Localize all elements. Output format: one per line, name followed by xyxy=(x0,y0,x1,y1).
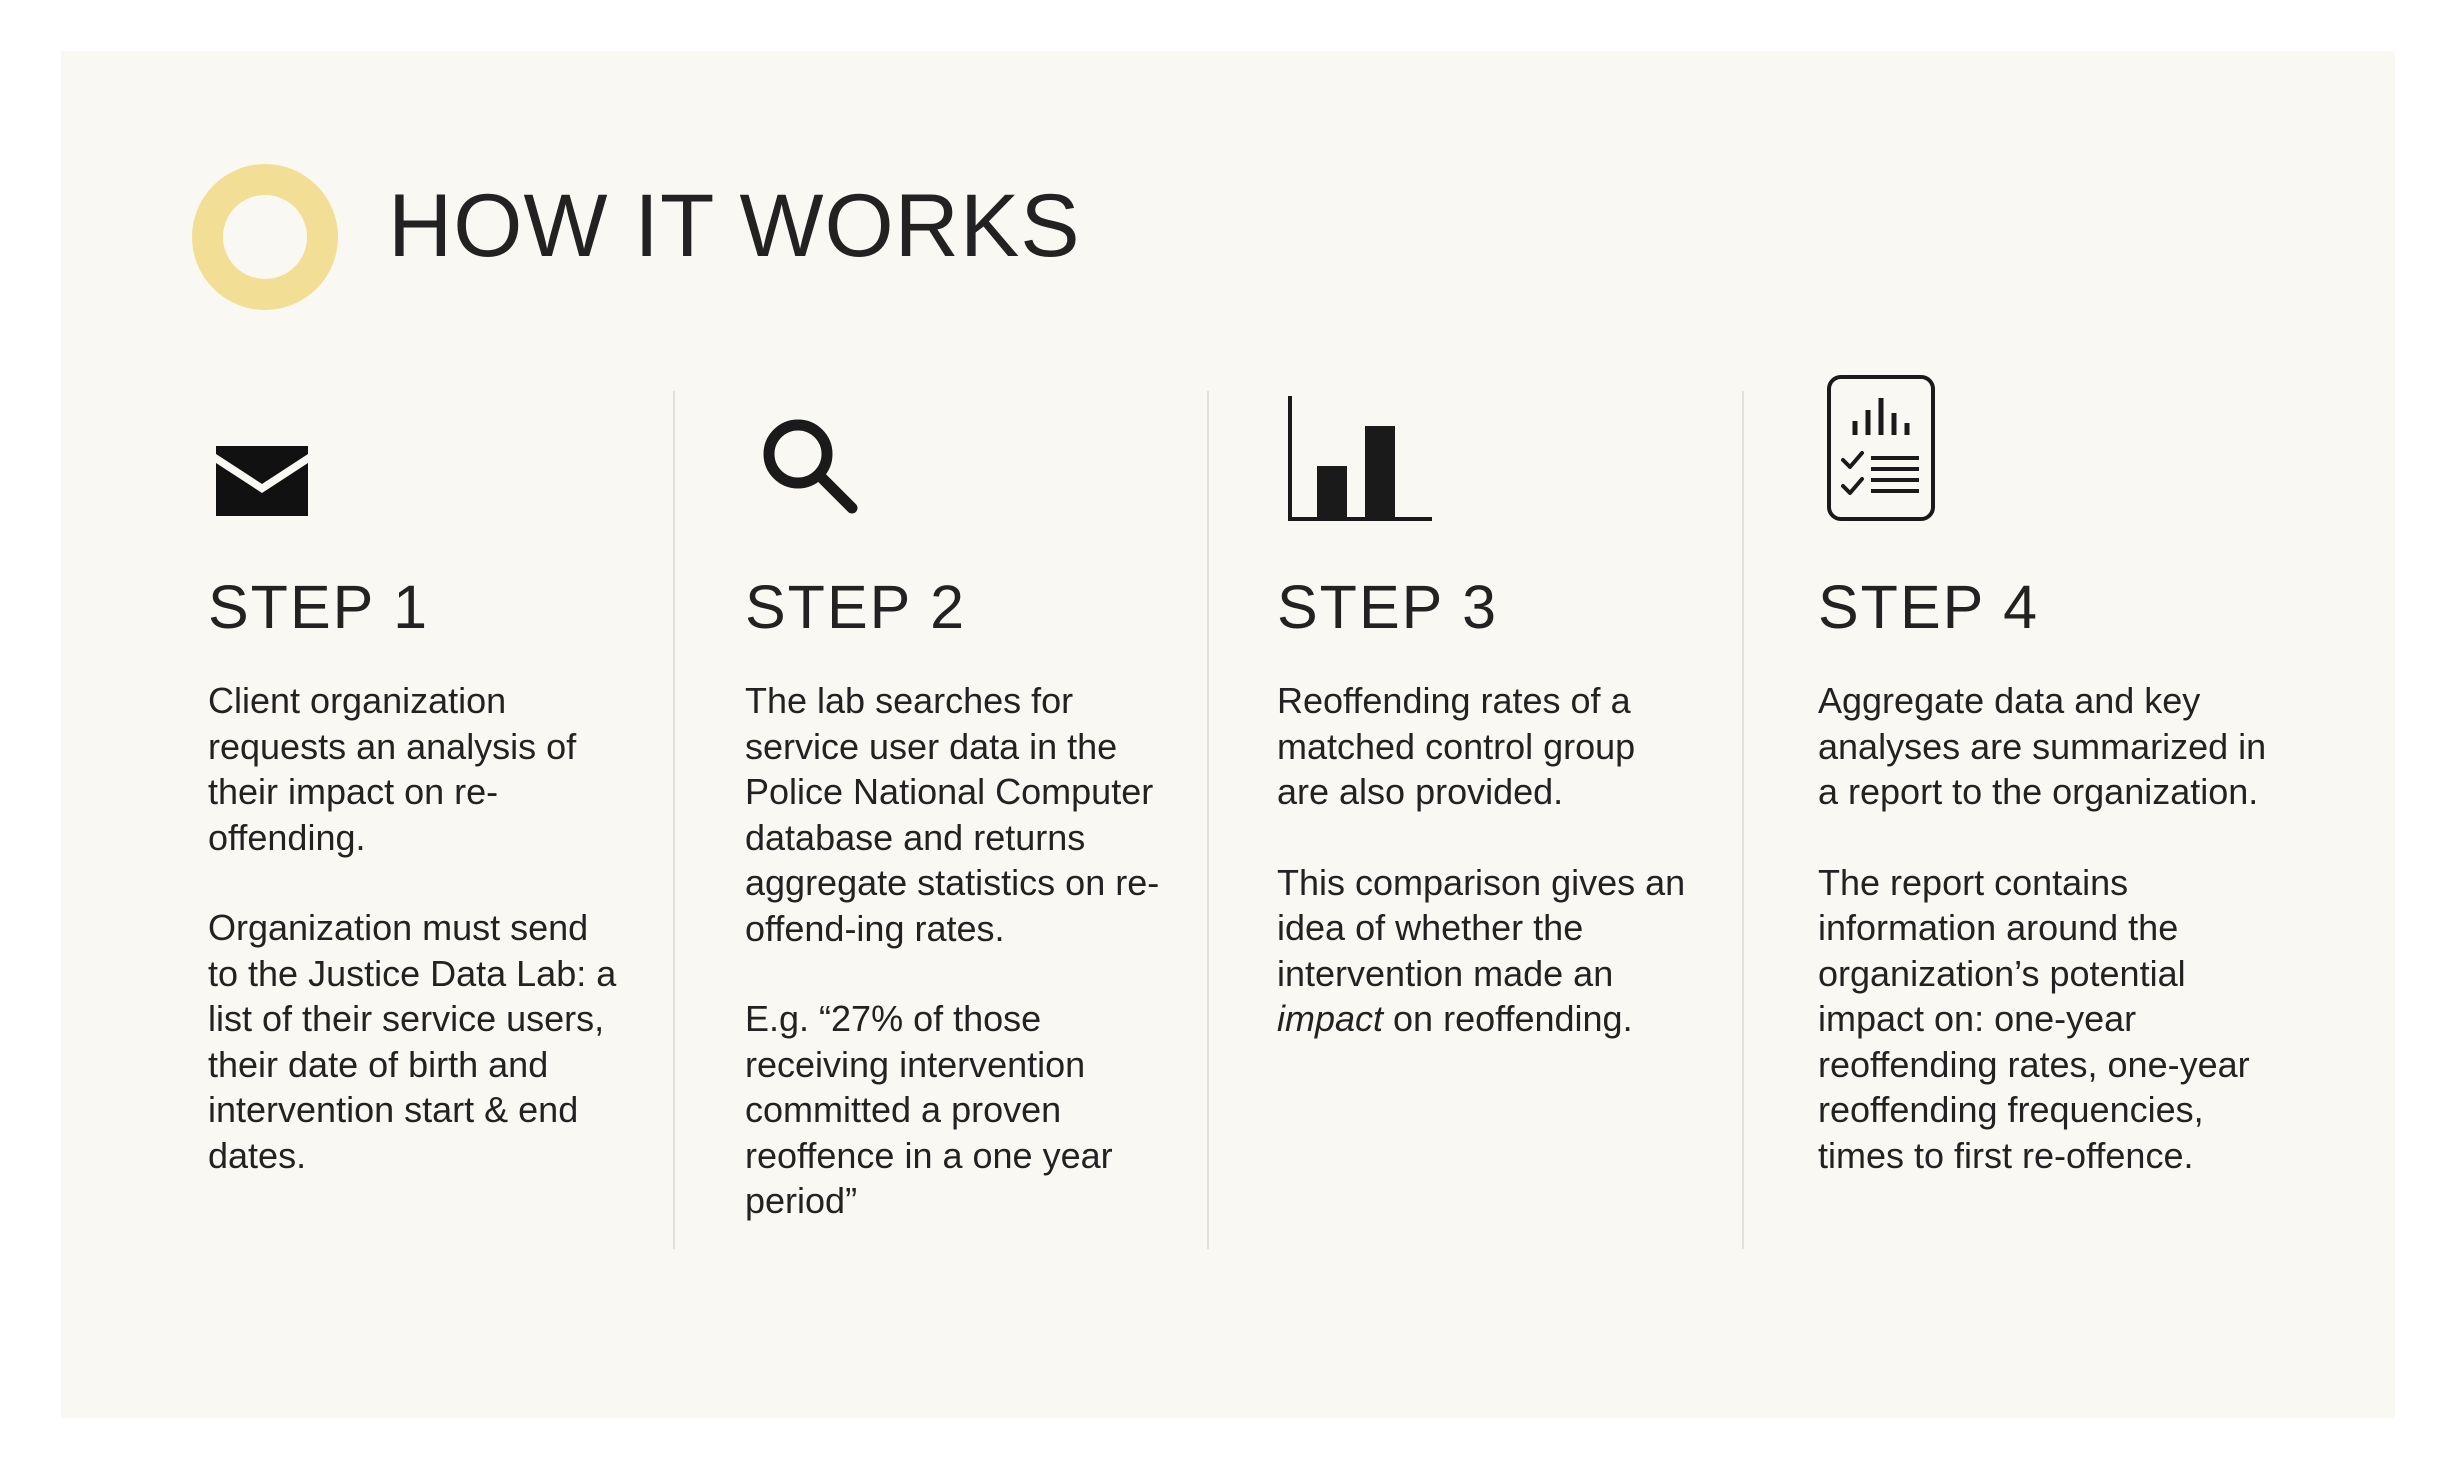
how-it-works-panel xyxy=(61,51,2395,1418)
step-3-comparison-text: This comparison gives an idea of whether the intervention made an xyxy=(1277,861,1686,994)
column-divider-2 xyxy=(1207,391,1209,1249)
bar-chart-icon xyxy=(1287,396,1432,522)
step-1-paragraph-1: Client organization requests an analysis of their impact on re-offending. xyxy=(208,680,577,858)
step-3-paragraph-1: Reoffending rates of a matched control group are also provided. xyxy=(1277,680,1636,812)
column-divider-3 xyxy=(1742,391,1744,1249)
envelope-icon xyxy=(216,446,308,516)
step-3-paragraph-2 xyxy=(1277,860,1697,1042)
step-2-description xyxy=(745,678,1165,1224)
magnifying-glass-icon xyxy=(759,415,859,515)
column-divider-1 xyxy=(673,391,675,1249)
step-4-description xyxy=(1818,678,2268,1178)
step-3-title: STEP 3 xyxy=(1277,573,1499,641)
step-3-emphasis-impact: impact xyxy=(1277,998,1384,1039)
step-1-paragraph-2: Organization must send to the Justice Data Lab: a list of their service users, their date of birth and intervention start & end dates. xyxy=(208,907,617,1176)
step-2-paragraph-2: E.g. “27% of those receiving intervention committed a proven reoffence in a one year period” xyxy=(745,998,1113,1221)
step-4-paragraph-1: Aggregate data and key analyses are summarized in a report to the organization. xyxy=(1818,680,2267,812)
step-2-title: STEP 2 xyxy=(745,573,967,641)
page-title: HOW IT WORKS xyxy=(388,175,1081,275)
step-2-paragraph-1: The lab searches for service user data in the Police National Computer database and returns aggregate statistics on re-offend-ing rates. xyxy=(745,680,1160,949)
ring-icon xyxy=(192,164,338,310)
report-document-icon xyxy=(1826,374,1936,522)
step-4-title: STEP 4 xyxy=(1818,573,2040,641)
step-4-paragraph-2: The report contains information around the organization’s potential impact on: one-year reoffending rates, one-year reoffending frequencies, times to first re-offence. xyxy=(1818,861,2250,1176)
step-3-description xyxy=(1277,678,1697,1042)
step-3-comparison-end: on reoffending. xyxy=(1383,998,1633,1039)
step-1-title: STEP 1 xyxy=(208,573,430,641)
step-1-description xyxy=(208,678,628,1178)
